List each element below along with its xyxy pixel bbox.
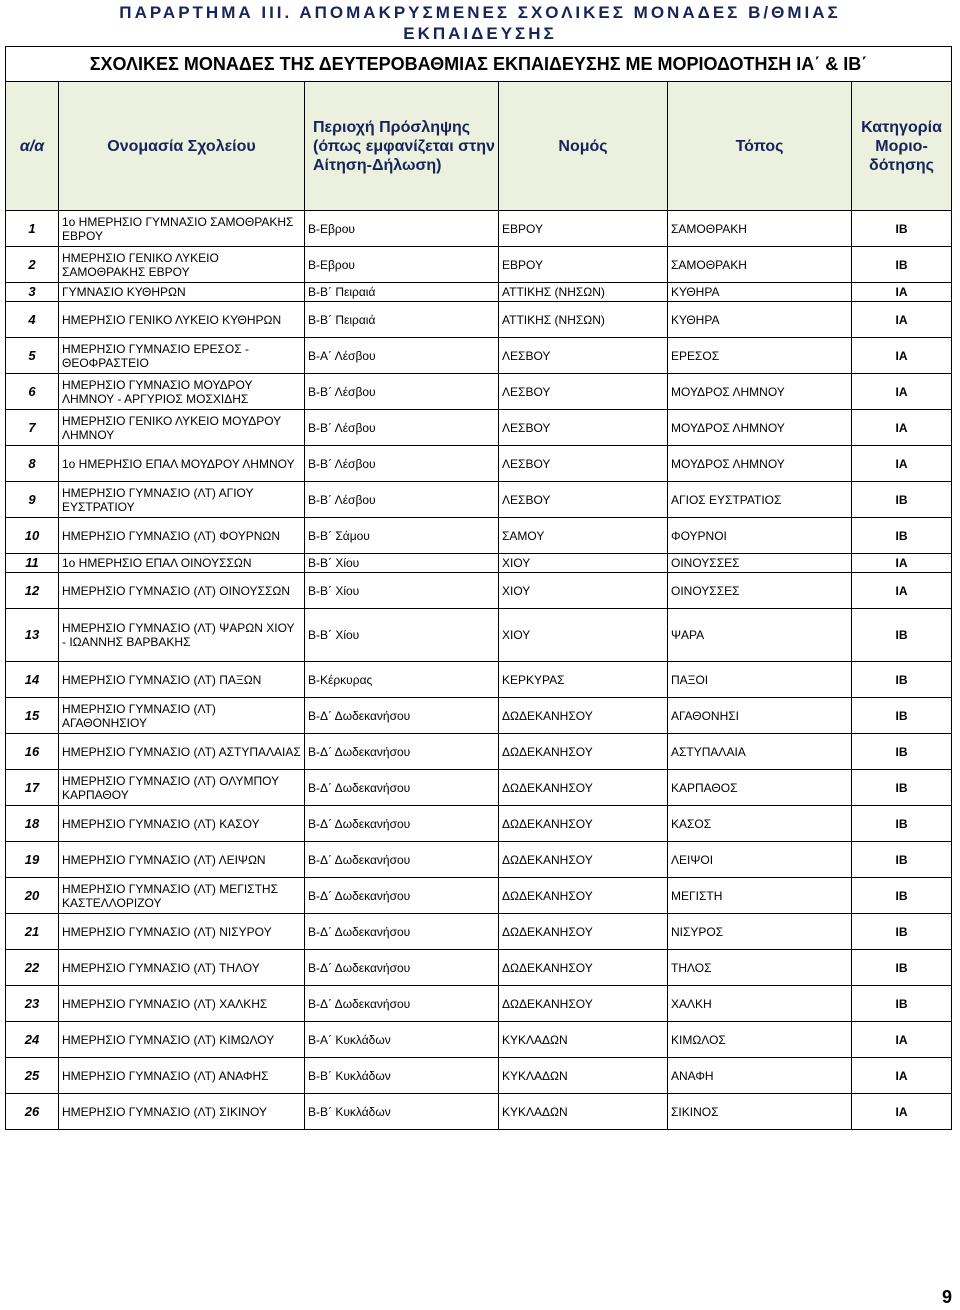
nomos-cell: ΛΕΣΒΟΥ	[499, 482, 668, 518]
row-number: 4	[6, 302, 59, 338]
nomos-cell: ΔΩΔΕΚΑΝΗΣΟΥ	[499, 698, 668, 734]
nomos-cell: ΔΩΔΕΚΑΝΗΣΟΥ	[499, 986, 668, 1022]
topos-cell: ΟΙΝΟΥΣΣΕΣ	[668, 573, 852, 609]
recruitment-area: Β-Β΄ Κυκλάδων	[305, 1094, 499, 1130]
nomos-cell: ΔΩΔΕΚΑΝΗΣΟΥ	[499, 734, 668, 770]
topos-cell: ΤΗΛΟΣ	[668, 950, 852, 986]
category-cell: ΙΒ	[852, 806, 952, 842]
recruitment-area: Β-Α΄ Λέσβου	[305, 338, 499, 374]
school-name: ΗΜΕΡΗΣΙΟ ΓΥΜΝΑΣΙΟ ΜΟΥΔΡΟΥ ΛΗΜΝΟΥ - ΑΡΓΥΡΙΟΣ ΜΟΣΧΙΔΗΣ	[59, 374, 305, 410]
table-row	[6, 446, 952, 482]
category-cell: ΙΑ	[852, 374, 952, 410]
document-title: ΠΑΡΑΡΤΗΜΑ ΙΙΙ. ΑΠΟΜΑΚΡΥΣΜΕΝΕΣ ΣΧΟΛΙΚΕΣ ΜΟΝΑΔΕΣ Β/ΘΜΙΑΣ	[119, 3, 841, 22]
recruitment-area: Β-Δ΄ Δωδεκανήσου	[305, 914, 499, 950]
topos-cell: ΜΟΥΔΡΟΣ ΛΗΜΝΟΥ	[668, 410, 852, 446]
topos-cell: ΚΑΣΟΣ	[668, 806, 852, 842]
row-number: 20	[6, 878, 59, 914]
nomos-cell: ΛΕΣΒΟΥ	[499, 374, 668, 410]
topos-cell: ΟΙΝΟΥΣΣΕΣ	[668, 554, 852, 573]
recruitment-area: Β-Β΄ Σάμου	[305, 518, 499, 554]
row-number: 5	[6, 338, 59, 374]
school-name: ΗΜΕΡΗΣΙΟ ΓΥΜΝΑΣΙΟ (ΛΤ) ΑΝΑΦΗΣ	[59, 1058, 305, 1094]
row-number: 22	[6, 950, 59, 986]
topos-cell: ΛΕΙΨΟΙ	[668, 842, 852, 878]
row-number: 11	[6, 554, 59, 573]
school-name: ΗΜΕΡΗΣΙΟ ΓΥΜΝΑΣΙΟ (ΛΤ) ΟΛΥΜΠΟΥ ΚΑΡΠΑΘΟΥ	[59, 770, 305, 806]
row-number: 15	[6, 698, 59, 734]
nomos-cell: ΧΙΟΥ	[499, 573, 668, 609]
table-row	[6, 842, 952, 878]
header-topos: Τόπος	[668, 82, 852, 211]
topos-cell: ΚΑΡΠΑΘΟΣ	[668, 770, 852, 806]
recruitment-area: Β-Εβρου	[305, 247, 499, 283]
category-cell: ΙΑ	[852, 1094, 952, 1130]
topos-cell: ΧΑΛΚΗ	[668, 986, 852, 1022]
schools-table	[5, 46, 952, 1130]
topos-cell: ΑΓΑΘΟΝΗΣΙ	[668, 698, 852, 734]
recruitment-area: Β-Δ΄ Δωδεκανήσου	[305, 734, 499, 770]
recruitment-area: Β-Εβρου	[305, 211, 499, 247]
row-number: 7	[6, 410, 59, 446]
header-category: Κατηγορία Μοριο-δότησης	[852, 82, 952, 211]
recruitment-area: Β-Δ΄ Δωδεκανήσου	[305, 986, 499, 1022]
table-row	[6, 950, 952, 986]
nomos-cell: ΚΥΚΛΑΔΩΝ	[499, 1058, 668, 1094]
nomos-cell: ΕΒΡΟΥ	[499, 211, 668, 247]
category-cell: ΙΒ	[852, 482, 952, 518]
topos-cell: ΑΣΤΥΠΑΛΑΙΑ	[668, 734, 852, 770]
recruitment-area: Β-Β΄ Χίου	[305, 554, 499, 573]
row-number: 17	[6, 770, 59, 806]
table-row	[6, 247, 952, 283]
school-name: 1ο ΗΜΕΡΗΣΙΟ ΕΠΑΛ ΜΟΥΔΡΟΥ ΛΗΜΝΟΥ	[59, 446, 305, 482]
category-cell: ΙΑ	[852, 338, 952, 374]
row-number: 13	[6, 609, 59, 662]
row-number: 12	[6, 573, 59, 609]
recruitment-area: Β-Β΄ Λέσβου	[305, 446, 499, 482]
school-name: ΗΜΕΡΗΣΙΟ ΓΥΜΝΑΣΙΟ (ΛΤ) ΜΕΓΙΣΤΗΣ ΚΑΣΤΕΛΛΟΡΙΖΟΥ	[59, 878, 305, 914]
category-cell: ΙΒ	[852, 878, 952, 914]
row-number: 6	[6, 374, 59, 410]
table-row	[6, 554, 952, 573]
category-cell: ΙΑ	[852, 283, 952, 302]
school-name: ΗΜΕΡΗΣΙΟ ΓΥΜΝΑΣΙΟ (ΛΤ) ΑΓΙΟΥ ΕΥΣΤΡΑΤΙΟΥ	[59, 482, 305, 518]
table-body	[6, 211, 952, 1130]
school-name: ΗΜΕΡΗΣΙΟ ΓΥΜΝΑΣΙΟ (ΛΤ) ΦΟΥΡΝΩΝ	[59, 518, 305, 554]
school-name: ΗΜΕΡΗΣΙΟ ΓΥΜΝΑΣΙΟ (ΛΤ) ΚΙΜΩΛΟΥ	[59, 1022, 305, 1058]
row-number: 24	[6, 1022, 59, 1058]
nomos-cell: ΛΕΣΒΟΥ	[499, 338, 668, 374]
nomos-cell: ΕΒΡΟΥ	[499, 247, 668, 283]
table-row	[6, 211, 952, 247]
category-cell: ΙΑ	[852, 302, 952, 338]
table-row	[6, 374, 952, 410]
recruitment-area: Β-Δ΄ Δωδεκανήσου	[305, 770, 499, 806]
topos-cell: ΦΟΥΡΝΟΙ	[668, 518, 852, 554]
table-row	[6, 518, 952, 554]
school-name: ΗΜΕΡΗΣΙΟ ΓΥΜΝΑΣΙΟ (ΛΤ) ΤΗΛΟΥ	[59, 950, 305, 986]
recruitment-area: Β-Δ΄ Δωδεκανήσου	[305, 698, 499, 734]
school-name: ΗΜΕΡΗΣΙΟ ΓΥΜΝΑΣΙΟ (ΛΤ) ΧΑΛΚΗΣ	[59, 986, 305, 1022]
table-row	[6, 338, 952, 374]
row-number: 21	[6, 914, 59, 950]
nomos-cell: ΧΙΟΥ	[499, 609, 668, 662]
school-name: ΗΜΕΡΗΣΙΟ ΓΥΜΝΑΣΙΟ (ΛΤ) ΑΣΤΥΠΑΛΑΙΑΣ	[59, 734, 305, 770]
school-name: 1ο ΗΜΕΡΗΣΙΟ ΕΠΑΛ ΟΙΝΟΥΣΣΩΝ	[59, 554, 305, 573]
header-school-name: Ονομασία Σχολείου	[59, 82, 305, 211]
school-name: ΗΜΕΡΗΣΙΟ ΓΥΜΝΑΣΙΟ (ΛΤ) ΚΑΣΟΥ	[59, 806, 305, 842]
category-cell: ΙΒ	[852, 986, 952, 1022]
recruitment-area: Β-Β΄ Χίου	[305, 573, 499, 609]
recruitment-area: Β-Β΄ Χίου	[305, 609, 499, 662]
school-name: ΗΜΕΡΗΣΙΟ ΓΕΝΙΚΟ ΛΥΚΕΙΟ ΣΑΜΟΘΡΑΚΗΣ ΕΒΡΟΥ	[59, 247, 305, 283]
nomos-cell: ΔΩΔΕΚΑΝΗΣΟΥ	[499, 806, 668, 842]
table-row	[6, 662, 952, 698]
table-row	[6, 806, 952, 842]
table-row	[6, 986, 952, 1022]
page-number: 9	[941, 1287, 952, 1307]
table-row	[6, 1094, 952, 1130]
topos-cell: ΚΥΘΗΡΑ	[668, 283, 852, 302]
category-cell: ΙΑ	[852, 410, 952, 446]
category-cell: ΙΒ	[852, 950, 952, 986]
category-cell: ΙΑ	[852, 1022, 952, 1058]
topos-cell: ΣΑΜΟΘΡΑΚΗ	[668, 247, 852, 283]
row-number: 25	[6, 1058, 59, 1094]
recruitment-area: Β-Δ΄ Δωδεκανήσου	[305, 806, 499, 842]
topos-cell: ΜΟΥΔΡΟΣ ΛΗΜΝΟΥ	[668, 446, 852, 482]
topos-cell: ΨΑΡΑ	[668, 609, 852, 662]
nomos-cell: ΔΩΔΕΚΑΝΗΣΟΥ	[499, 770, 668, 806]
document-title-continued: ΕΚΠΑΙΔΕΥΣΗΣ	[403, 24, 557, 43]
category-cell: ΙΑ	[852, 446, 952, 482]
category-cell: ΙΒ	[852, 734, 952, 770]
row-number: 23	[6, 986, 59, 1022]
topos-cell: ΕΡΕΣΟΣ	[668, 338, 852, 374]
school-name: ΗΜΕΡΗΣΙΟ ΓΕΝΙΚΟ ΛΥΚΕΙΟ ΜΟΥΔΡΟΥ ΛΗΜΝΟΥ	[59, 410, 305, 446]
category-cell: ΙΒ	[852, 698, 952, 734]
school-name: ΗΜΕΡΗΣΙΟ ΓΕΝΙΚΟ ΛΥΚΕΙΟ ΚΥΘΗΡΩΝ	[59, 302, 305, 338]
header-row	[6, 82, 952, 211]
school-name: ΗΜΕΡΗΣΙΟ ΓΥΜΝΑΣΙΟ (ΛΤ) ΣΙΚΙΝΟΥ	[59, 1094, 305, 1130]
recruitment-area: Β-Β΄ Πειραιά	[305, 302, 499, 338]
row-number: 16	[6, 734, 59, 770]
topos-cell: ΜΟΥΔΡΟΣ ΛΗΜΝΟΥ	[668, 374, 852, 410]
recruitment-area: Β-Β΄ Λέσβου	[305, 410, 499, 446]
category-cell: ΙΒ	[852, 247, 952, 283]
school-name: ΗΜΕΡΗΣΙΟ ΓΥΜΝΑΣΙΟ (ΛΤ) ΝΙΣΥΡΟΥ	[59, 914, 305, 950]
topos-cell: ΠΑΞΟΙ	[668, 662, 852, 698]
topos-cell: ΜΕΓΙΣΤΗ	[668, 878, 852, 914]
topos-cell: ΣΙΚΙΝΟΣ	[668, 1094, 852, 1130]
recruitment-area: Β-Α΄ Κυκλάδων	[305, 1022, 499, 1058]
topos-cell: ΝΙΣΥΡΟΣ	[668, 914, 852, 950]
row-number: 3	[6, 283, 59, 302]
nomos-cell: ΣΑΜΟΥ	[499, 518, 668, 554]
topos-cell: ΑΝΑΦΗ	[668, 1058, 852, 1094]
row-number: 8	[6, 446, 59, 482]
recruitment-area: Β-Δ΄ Δωδεκανήσου	[305, 950, 499, 986]
row-number: 10	[6, 518, 59, 554]
row-number: 2	[6, 247, 59, 283]
category-cell: ΙΒ	[852, 518, 952, 554]
category-cell: ΙΑ	[852, 554, 952, 573]
nomos-cell: ΚΥΚΛΑΔΩΝ	[499, 1094, 668, 1130]
nomos-cell: ΔΩΔΕΚΑΝΗΣΟΥ	[499, 842, 668, 878]
table-row	[6, 734, 952, 770]
recruitment-area: Β-Β΄ Πειραιά	[305, 283, 499, 302]
table-row	[6, 283, 952, 302]
topos-cell: ΣΑΜΟΘΡΑΚΗ	[668, 211, 852, 247]
category-cell: ΙΒ	[852, 914, 952, 950]
school-name: 1ο ΗΜΕΡΗΣΙΟ ΓΥΜΝΑΣΙΟ ΣΑΜΟΘΡΑΚΗΣ ΕΒΡΟΥ	[59, 211, 305, 247]
table-row	[6, 609, 952, 662]
table-row	[6, 1022, 952, 1058]
nomos-cell: ΚΕΡΚΥΡΑΣ	[499, 662, 668, 698]
category-cell: ΙΒ	[852, 770, 952, 806]
topos-cell: ΑΓΙΟΣ ΕΥΣΤΡΑΤΙΟΣ	[668, 482, 852, 518]
nomos-cell: ΧΙΟΥ	[499, 554, 668, 573]
category-cell: ΙΒ	[852, 211, 952, 247]
header-recruitment-area: Περιοχή Πρόσληψης (όπως εμφανίζεται στην Αίτηση-Δήλωση)	[305, 82, 499, 211]
table-title: ΣΧΟΛΙΚΕΣ ΜΟΝΑΔΕΣ ΤΗΣ ΔΕΥΤΕΡΟΒΑΘΜΙΑΣ ΕΚΠΑΙΔΕΥΣΗΣ ΜΕ ΜΟΡΙΟΔΟΤΗΣΗ ΙΑ΄ & ΙΒ΄	[6, 47, 952, 82]
header-aa: α/α	[6, 82, 59, 211]
row-number: 18	[6, 806, 59, 842]
recruitment-area: Β-Κέρκυρας	[305, 662, 499, 698]
topos-cell: ΚΙΜΩΛΟΣ	[668, 1022, 852, 1058]
nomos-cell: ΔΩΔΕΚΑΝΗΣΟΥ	[499, 914, 668, 950]
category-cell: ΙΒ	[852, 609, 952, 662]
school-name: ΗΜΕΡΗΣΙΟ ΓΥΜΝΑΣΙΟ (ΛΤ) ΑΓΑΘΟΝΗΣΙΟΥ	[59, 698, 305, 734]
table-row	[6, 482, 952, 518]
topos-cell: ΚΥΘΗΡΑ	[668, 302, 852, 338]
table-row	[6, 573, 952, 609]
nomos-cell: ΛΕΣΒΟΥ	[499, 446, 668, 482]
table-row	[6, 410, 952, 446]
nomos-cell: ΛΕΣΒΟΥ	[499, 410, 668, 446]
recruitment-area: Β-Δ΄ Δωδεκανήσου	[305, 842, 499, 878]
row-number: 9	[6, 482, 59, 518]
table-row	[6, 302, 952, 338]
school-name: ΗΜΕΡΗΣΙΟ ΓΥΜΝΑΣΙΟ (ΛΤ) ΛΕΙΨΩΝ	[59, 842, 305, 878]
school-name: ΗΜΕΡΗΣΙΟ ΓΥΜΝΑΣΙΟ (ΛΤ) ΟΙΝΟΥΣΣΩΝ	[59, 573, 305, 609]
row-number: 19	[6, 842, 59, 878]
recruitment-area: Β-Δ΄ Δωδεκανήσου	[305, 878, 499, 914]
recruitment-area: Β-Β΄ Λέσβου	[305, 482, 499, 518]
row-number: 26	[6, 1094, 59, 1130]
category-cell: ΙΑ	[852, 573, 952, 609]
recruitment-area: Β-Β΄ Λέσβου	[305, 374, 499, 410]
school-name: ΓΥΜΝΑΣΙΟ ΚΥΘΗΡΩΝ	[59, 283, 305, 302]
category-cell: ΙΒ	[852, 842, 952, 878]
table-row	[6, 914, 952, 950]
school-name: ΗΜΕΡΗΣΙΟ ΓΥΜΝΑΣΙΟ (ΛΤ) ΨΑΡΩΝ ΧΙΟΥ - ΙΩΑΝΝΗΣ ΒΑΡΒΑΚΗΣ	[59, 609, 305, 662]
recruitment-area: Β-Β΄ Κυκλάδων	[305, 1058, 499, 1094]
table-row	[6, 1058, 952, 1094]
nomos-cell: ΑΤΤΙΚΗΣ (ΝΗΣΩΝ)	[499, 302, 668, 338]
nomos-cell: ΚΥΚΛΑΔΩΝ	[499, 1022, 668, 1058]
school-name: ΗΜΕΡΗΣΙΟ ΓΥΜΝΑΣΙΟ (ΛΤ) ΠΑΞΩΝ	[59, 662, 305, 698]
table-row	[6, 698, 952, 734]
category-cell: ΙΑ	[852, 1058, 952, 1094]
table-row	[6, 770, 952, 806]
table-row	[6, 878, 952, 914]
row-number: 14	[6, 662, 59, 698]
nomos-cell: ΔΩΔΕΚΑΝΗΣΟΥ	[499, 950, 668, 986]
nomos-cell: ΑΤΤΙΚΗΣ (ΝΗΣΩΝ)	[499, 283, 668, 302]
row-number: 1	[6, 211, 59, 247]
nomos-cell: ΔΩΔΕΚΑΝΗΣΟΥ	[499, 878, 668, 914]
category-cell: ΙΒ	[852, 662, 952, 698]
header-nomos: Νομός	[499, 82, 668, 211]
school-name: ΗΜΕΡΗΣΙΟ ΓΥΜΝΑΣΙΟ ΕΡΕΣΟΣ - ΘΕΟΦΡΑΣΤΕΙΟ	[59, 338, 305, 374]
